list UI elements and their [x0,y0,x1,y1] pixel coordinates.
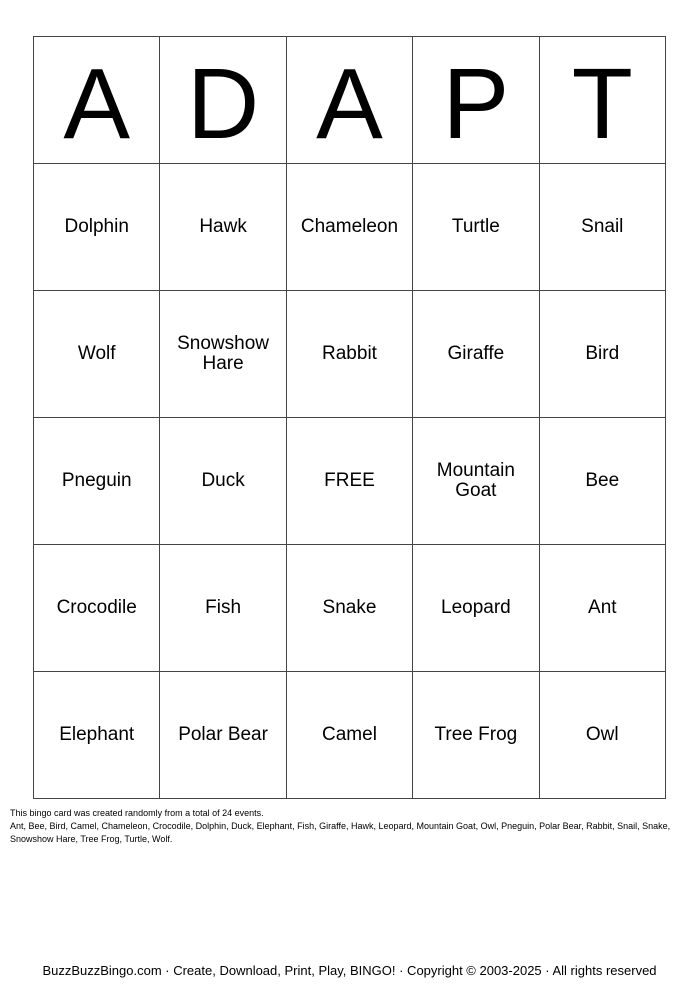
bingo-row-3 [34,418,666,545]
bingo-cell: Dolphin [34,164,160,291]
card-info-event-list: Ant, Bee, Bird, Camel, Chameleon, Crocodile, Dolphin, Duck, Elephant, Fish, Giraffe, Hawk, Leopard, Mountain Goat, Owl, Pneguin, Polar Bear, Rabbit, Snail, Snake, Snowshow Hare, Tree Frog, Turtle, Wolf. [10,821,671,844]
header-letter-t: T [539,37,665,164]
bingo-card [33,36,666,799]
bingo-cell: Snake [286,545,412,672]
bingo-cell: Crocodile [34,545,160,672]
bingo-cell: Mountain Goat [413,418,539,545]
bingo-cell: Rabbit [286,291,412,418]
bingo-cell: Tree Frog [413,672,539,799]
bingo-cell: Bird [539,291,665,418]
bingo-cell: Duck [160,418,286,545]
bingo-cell: Chameleon [286,164,412,291]
bingo-cell: Hawk [160,164,286,291]
bingo-header-row [34,37,666,164]
bingo-row-5 [34,672,666,799]
header-letter-p: P [413,37,539,164]
card-info [10,807,690,846]
bingo-row-4 [34,545,666,672]
page-footer: BuzzBuzzBingo.com · Create, Download, Print, Play, BINGO! · Copyright © 2003-2025 · All rights reserved [42,963,657,978]
header-letter-d: D [160,37,286,164]
bingo-cell: Polar Bear [160,672,286,799]
bingo-cell: Camel [286,672,412,799]
bingo-cell: Leopard [413,545,539,672]
bingo-cell: Giraffe [413,291,539,418]
bingo-cell: Ant [539,545,665,672]
bingo-cell: Snowshow Hare [160,291,286,418]
header-letter-a2: A [286,37,412,164]
card-info-intro: This bingo card was created randomly from a total of 24 events. [10,808,264,818]
bingo-cell: Turtle [413,164,539,291]
free-space-cell: FREE [286,418,412,545]
bingo-cell: Elephant [34,672,160,799]
bingo-row-2 [34,291,666,418]
header-letter-a1: A [34,37,160,164]
bingo-cell: Bee [539,418,665,545]
bingo-cell: Fish [160,545,286,672]
bingo-row-1 [34,164,666,291]
bingo-cell: Snail [539,164,665,291]
bingo-cell: Wolf [34,291,160,418]
bingo-cell: Pneguin [34,418,160,545]
bingo-cell: Owl [539,672,665,799]
